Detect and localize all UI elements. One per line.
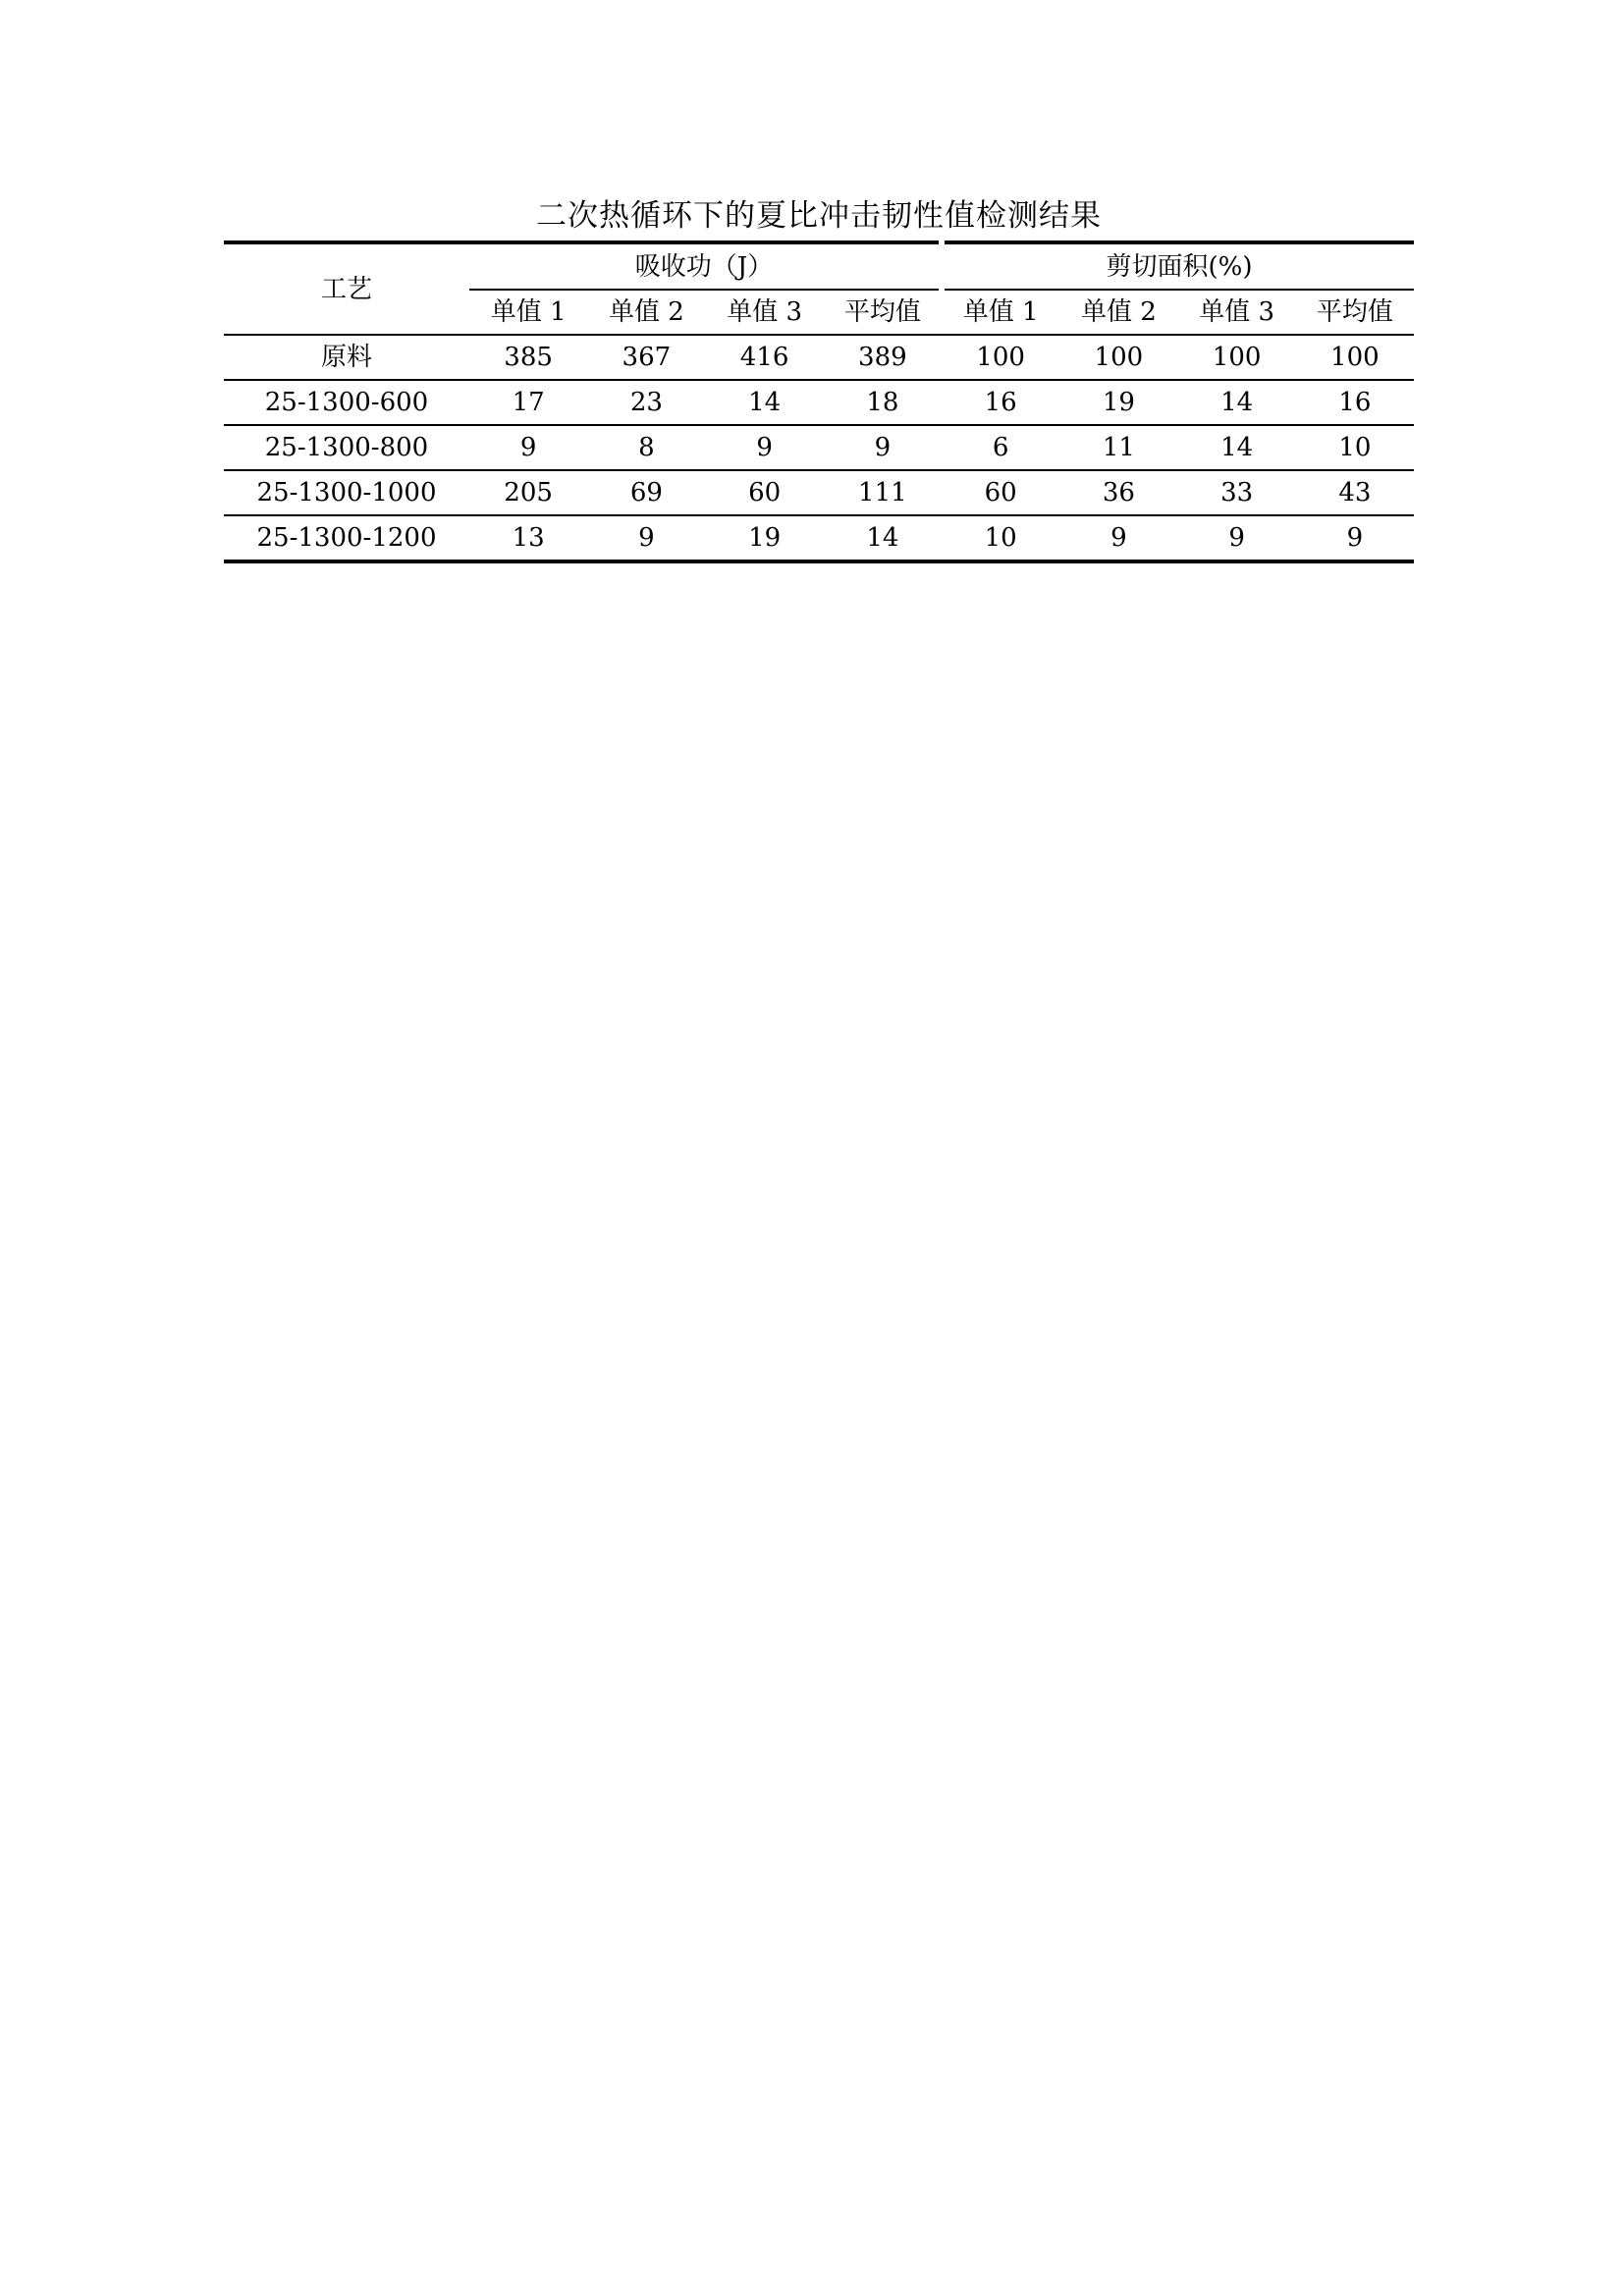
table-cell: 10 (1296, 425, 1414, 470)
column-header: 平均值 (1296, 290, 1414, 335)
table-row (224, 335, 1414, 380)
table-cell: 16 (1296, 380, 1414, 425)
table-cell: 14 (1178, 380, 1296, 425)
table-row (224, 470, 1414, 515)
table-cell: 14 (1178, 425, 1296, 470)
table-cell: 19 (706, 515, 824, 561)
column-header: 单值 1 (469, 290, 587, 335)
column-header: 单值 2 (1059, 290, 1177, 335)
table-cell: 100 (942, 335, 1059, 380)
table-cell: 6 (942, 425, 1059, 470)
table-cell: 69 (587, 470, 705, 515)
table-cell: 18 (824, 380, 942, 425)
group-header-absorbed-energy: 吸收功（J） (469, 242, 942, 290)
table-cell: 9 (1059, 515, 1177, 561)
table-cell: 205 (469, 470, 587, 515)
table-cell: 14 (824, 515, 942, 561)
results-table (224, 240, 1414, 563)
table-cell: 23 (587, 380, 705, 425)
table-cell: 14 (706, 380, 824, 425)
table-cell: 9 (1296, 515, 1414, 561)
table-cell: 100 (1178, 335, 1296, 380)
table-row (224, 425, 1414, 470)
column-header: 单值 3 (1178, 290, 1296, 335)
table-cell: 385 (469, 335, 587, 380)
column-header: 平均值 (824, 290, 942, 335)
table-cell: 9 (824, 425, 942, 470)
row-header-process: 工艺 (224, 242, 469, 335)
table-cell: 111 (824, 470, 942, 515)
table-cell: 9 (587, 515, 705, 561)
table-title: 二次热循环下的夏比冲击韧性值检测结果 (536, 198, 1102, 234)
table-cell: 8 (587, 425, 705, 470)
header-row-groups (224, 242, 1414, 290)
table-cell: 36 (1059, 470, 1177, 515)
row-process-cell: 25-1300-800 (224, 425, 469, 470)
table-cell: 43 (1296, 470, 1414, 515)
row-process-cell: 25-1300-600 (224, 380, 469, 425)
table-cell: 33 (1178, 470, 1296, 515)
group-header-shear-area: 剪切面积(%) (942, 242, 1414, 290)
column-header: 单值 2 (587, 290, 705, 335)
table-cell: 11 (1059, 425, 1177, 470)
row-process-cell: 25-1300-1000 (224, 470, 469, 515)
table-cell: 9 (706, 425, 824, 470)
table-cell: 16 (942, 380, 1059, 425)
table-cell: 389 (824, 335, 942, 380)
table-cell: 60 (706, 470, 824, 515)
table-cell: 100 (1059, 335, 1177, 380)
table-cell: 10 (942, 515, 1059, 561)
table-cell: 9 (1178, 515, 1296, 561)
table-cell: 13 (469, 515, 587, 561)
table-cell: 17 (469, 380, 587, 425)
table-cell: 100 (1296, 335, 1414, 380)
table-cell: 19 (1059, 380, 1177, 425)
table-cell: 9 (469, 425, 587, 470)
column-header: 单值 3 (706, 290, 824, 335)
row-process-cell: 原料 (224, 335, 469, 380)
table-cell: 60 (942, 470, 1059, 515)
table-row (224, 380, 1414, 425)
table-row (224, 515, 1414, 561)
row-process-cell: 25-1300-1200 (224, 515, 469, 561)
table-cell: 416 (706, 335, 824, 380)
table-cell: 367 (587, 335, 705, 380)
column-header: 单值 1 (942, 290, 1059, 335)
